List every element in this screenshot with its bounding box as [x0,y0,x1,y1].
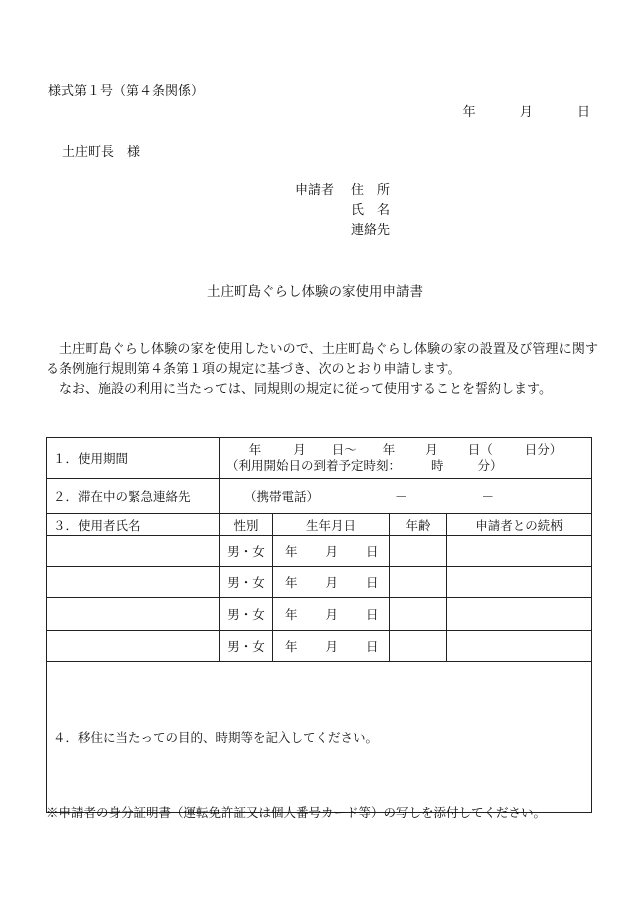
end-day-label: 日（ [467,442,493,457]
birth-month-label: 月 [325,544,339,559]
user-relation-cell[interactable] [447,598,592,631]
birth-year-label: 年 [285,544,298,559]
age-column-header: 年齢 [390,514,447,536]
birthdate-column-header: 生年月日 [273,514,390,536]
usage-period-row [47,438,592,479]
application-form-table [46,437,592,813]
user-sex-cell[interactable]: 男・女 [220,598,273,631]
date-year-label: 年 [462,105,476,120]
user-row [47,631,592,662]
user-birthdate-cell[interactable] [273,567,390,598]
user-birthdate-cell[interactable] [273,536,390,567]
birth-month-label: 月 [325,575,339,590]
birth-day-label: 日 [366,575,379,590]
birth-year-label: 年 [285,607,298,622]
user-name-cell[interactable] [47,598,220,631]
start-day-label: 日～ [331,442,357,457]
user-name-cell[interactable] [47,631,220,662]
user-relation-cell[interactable] [447,631,592,662]
user-sex-cell[interactable]: 男・女 [220,631,273,662]
birth-month-label: 月 [325,607,339,622]
user-age-cell[interactable] [390,631,447,662]
birth-year-label: 年 [285,639,298,654]
applicant-block [295,181,390,241]
mobile-phone-label: （携帯電話） [244,489,320,504]
arrival-hour-label: 時 [431,458,444,473]
user-age-cell[interactable] [390,536,447,567]
usage-period-field[interactable] [220,438,592,479]
body-paragraph-1: 土庄町島ぐらし体験の家を使用したいので、土庄町島ぐらし体験の家の設置及び管理に関する条例施行規則第４条第１項の規定に基づき、次のとおり申請します。 [46,342,598,377]
user-birthdate-cell[interactable] [273,598,390,631]
user-relation-cell[interactable] [447,567,592,598]
emergency-contact-row [47,479,592,514]
purpose-field[interactable] [47,662,592,813]
user-sex-cell[interactable]: 男・女 [220,536,273,567]
body-paragraph-2: なお、施設の利用に当たっては、同規則の規定に従って使用することを誓約します。 [59,382,552,397]
user-name-cell[interactable] [47,536,220,567]
user-relation-cell[interactable] [447,536,592,567]
phone-separator-1: － [395,489,408,504]
phone-separator-2: － [481,489,495,504]
user-row [47,598,592,631]
user-age-cell[interactable] [390,567,447,598]
user-row [47,567,592,598]
user-sex-cell[interactable]: 男・女 [220,567,273,598]
usage-period-label: １．使用期間 [47,438,220,479]
birth-month-label: 月 [325,639,339,654]
purpose-row [47,662,592,813]
purpose-label: ４．移住に当たっての目的、時期等を記入してください。 [53,730,379,745]
birth-year-label: 年 [285,575,298,590]
start-year-label: 年 [248,442,262,457]
relation-column-header: 申請者との続柄 [447,514,592,536]
footnote: ※申請者の身分証明書（運転免許証又は個人番号カード等）の写しを添付してください。 [46,805,547,820]
address-label: 住 所 [351,183,391,198]
form-number: 様式第１号（第４条関係） [48,84,205,99]
usage-period-dates [226,442,585,458]
date-day-label: 日 [576,105,590,120]
user-row [47,536,592,567]
user-birthdate-cell[interactable] [273,631,390,662]
body-text [46,340,598,400]
sex-column-header: 性別 [220,514,273,536]
end-month-label: 月 [425,442,438,457]
date-month-label: 月 [519,105,533,120]
birth-day-label: 日 [366,639,379,654]
users-name-header: ３．使用者氏名 [47,514,220,536]
user-name-cell[interactable] [47,567,220,598]
user-age-cell[interactable] [390,598,447,631]
addressee: 土庄町長 様 [62,145,141,160]
document-title: 土庄町島ぐらし体験の家使用申請書 [207,284,423,300]
emergency-contact-label: ２．滞在中の緊急連絡先 [47,479,220,514]
contact-label: 連絡先 [351,223,391,238]
application-date [463,101,590,120]
arrival-time-label: （利用開始日の到着予定時刻： [226,458,402,473]
start-month-label: 月 [293,442,306,457]
users-header-row [47,514,592,536]
birth-day-label: 日 [366,544,379,559]
applicant-label: 申請者 [295,183,335,198]
arrival-time [226,458,585,474]
birth-day-label: 日 [366,607,379,622]
name-label: 氏 名 [351,203,391,218]
total-days-label: 日分） [524,442,563,457]
arrival-minute-label: 分） [477,458,503,473]
end-year-label: 年 [382,442,396,457]
emergency-contact-field[interactable] [220,479,592,514]
